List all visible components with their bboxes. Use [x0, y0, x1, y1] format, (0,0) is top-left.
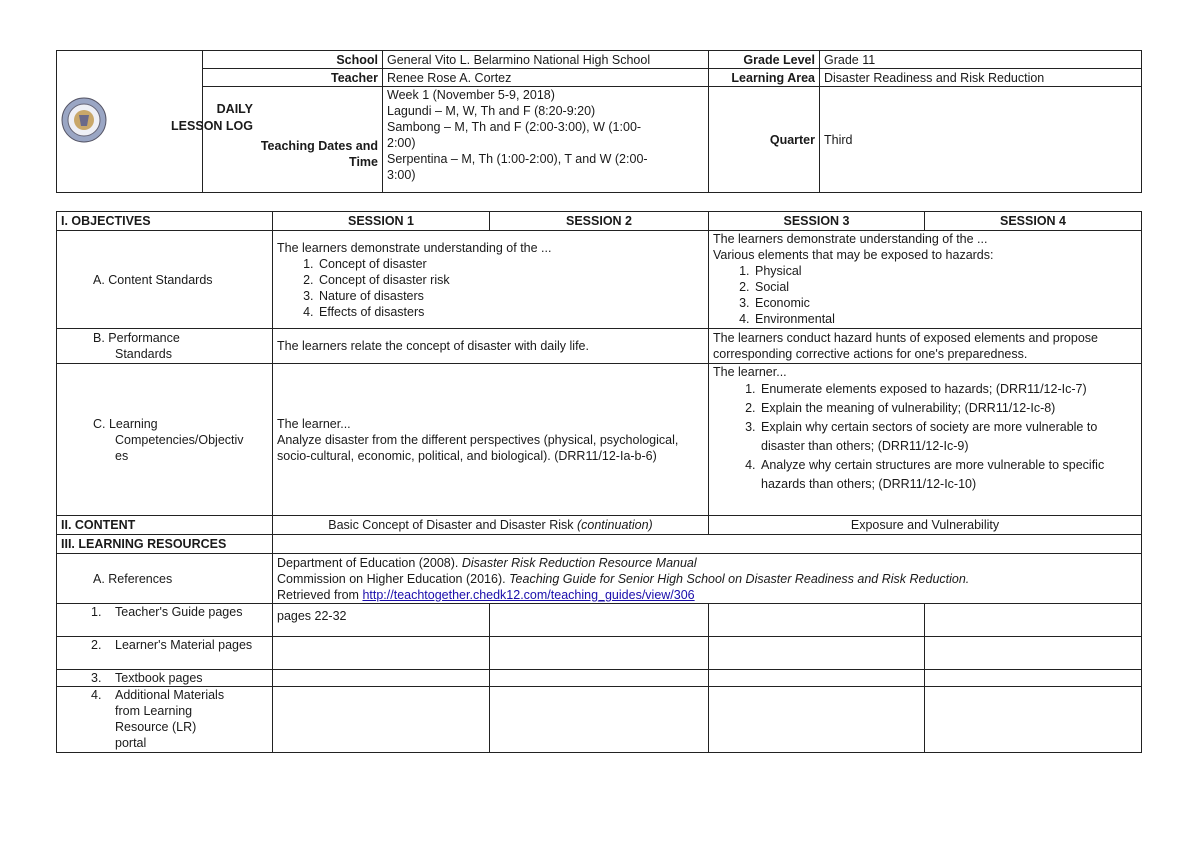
- session-3-header: SESSION 3: [709, 212, 925, 231]
- list-item: 2. Social: [753, 279, 1137, 295]
- content-row: [57, 516, 1142, 535]
- learning-resources-label: III. LEARNING RESOURCES: [57, 535, 273, 554]
- learners-material-label: 2. Learner's Material pages: [57, 637, 273, 670]
- additional-materials-s2: [490, 687, 709, 753]
- learning-area-label: Learning Area: [709, 69, 820, 87]
- content-s1-s2: Basic Concept of Disaster and Disaster Risk (continuation): [273, 516, 709, 535]
- learners-material-s2: [490, 637, 709, 670]
- learning-resources-cell: [273, 535, 1142, 554]
- logo-cell: [57, 51, 253, 193]
- competencies-s1-s2: The learner... Analyze disaster from the different perspectives (physical, psychological, socio-cultural, economic, political, and biological). (DRR11/12-Ia-b-6): [273, 364, 709, 516]
- session-2-header: SESSION 2: [490, 212, 709, 231]
- list-item: 4. Analyze why certain structures are more vulnerable to specific hazards than others; (DRR11/12-Ic-10): [759, 456, 1137, 494]
- grade-level-value: Grade 11: [820, 51, 1142, 69]
- content-s3-s4: Exposure and Vulnerability: [709, 516, 1142, 535]
- additional-materials-s3: [709, 687, 925, 753]
- teachers-guide-s2: [490, 604, 709, 637]
- references-row: [57, 554, 1142, 604]
- additional-materials-label: 4. Additional Materials from Learning Resource (LR) portal: [57, 687, 273, 753]
- list-item: 4. Environmental: [753, 311, 1137, 327]
- teachers-guide-s3: [709, 604, 925, 637]
- teachers-guide-label: 1. Teacher's Guide pages: [57, 604, 273, 637]
- daily-lesson-log-title: DAILY LESSON LOG: [171, 102, 253, 133]
- references-cell: [273, 554, 1142, 604]
- list-item: 2. Explain the meaning of vulnerability; (DRR11/12-Ic-8): [759, 399, 1137, 418]
- reference-ched: Commission on Higher Education (2016). Teaching Guide for Senior High School on Disaster Readiness and Risk Reduction.: [277, 571, 970, 586]
- textbook-pages-s2: [490, 670, 709, 687]
- table-row: [57, 670, 1142, 687]
- performance-standards-s1-s2: The learners relate the concept of disaster with daily life.: [273, 329, 709, 364]
- school-label: School: [203, 51, 383, 69]
- additional-materials-s1: [273, 687, 490, 753]
- list-item: 3. Explain why certain sectors of society are more vulnerable to disaster than others; (DRR11/12-Ic-9): [759, 418, 1137, 456]
- session-1-header: SESSION 1: [273, 212, 490, 231]
- content-standards-row: [57, 231, 1142, 329]
- list-item: 4. Effects of disasters: [317, 304, 704, 320]
- teachers-guide-s1: pages 22-32: [273, 604, 490, 637]
- quarter-value: Third: [820, 87, 1142, 193]
- competencies-row: [57, 364, 1142, 516]
- objectives-label: I. OBJECTIVES: [57, 212, 273, 231]
- performance-standards-label: B. Performance Standards: [57, 329, 273, 364]
- teachers-guide-s4: [925, 604, 1142, 637]
- table-row: [57, 604, 1142, 637]
- grade-level-label: Grade Level: [709, 51, 820, 69]
- objectives-header-row: [57, 212, 1142, 231]
- list-item: 1. Physical: [753, 263, 1137, 279]
- competencies-label: C. Learning Competencies/Objectiv es: [57, 364, 273, 516]
- teacher-value: Renee Rose A. Cortez: [383, 69, 709, 87]
- references-label: A. References: [57, 554, 273, 604]
- learners-material-s3: [709, 637, 925, 670]
- content-standards-s3-s4: The learners demonstrate understanding of the ... Various elements that may be exposed to hazards: 1. Physical 2. Social 3. Economic 4. Environmental: [709, 231, 1142, 329]
- additional-materials-s4: [925, 687, 1142, 753]
- learners-material-s1: [273, 637, 490, 670]
- table-row: [57, 687, 1142, 753]
- textbook-pages-s4: [925, 670, 1142, 687]
- performance-standards-row: [57, 329, 1142, 364]
- list-item: 1. Concept of disaster: [317, 256, 704, 272]
- learning-area-value: Disaster Readiness and Risk Reduction: [820, 69, 1142, 87]
- content-label: II. CONTENT: [57, 516, 273, 535]
- list-item: 2. Concept of disaster risk: [317, 272, 704, 288]
- textbook-pages-label: 3. Textbook pages: [57, 670, 273, 687]
- teacher-label: Teacher: [203, 69, 383, 87]
- content-standards-s1-s2: The learners demonstrate understanding of the ... 1. Concept of disaster 2. Concept of disaster risk 3. Nature of disasters 4. Effects of disasters: [273, 231, 709, 329]
- learners-material-s4: [925, 637, 1142, 670]
- session-4-header: SESSION 4: [925, 212, 1142, 231]
- quarter-label: Quarter: [709, 87, 820, 193]
- header-table: [56, 50, 1142, 193]
- teaching-dates-label: Teaching Dates and Time: [203, 87, 383, 193]
- learning-resources-row: [57, 535, 1142, 554]
- teaching-guide-link[interactable]: http://teachtogether.chedk12.com/teaching_guides/view/306: [362, 587, 695, 602]
- content-standards-label: A. Content Standards: [57, 231, 273, 329]
- reference-deped: Department of Education (2008). Disaster Risk Reduction Resource Manual: [277, 555, 697, 570]
- textbook-pages-s1: [273, 670, 490, 687]
- school-value: General Vito L. Belarmino National High School: [383, 51, 709, 69]
- reference-link-line: Retrieved from http://teachtogether.chedk12.com/teaching_guides/view/306: [277, 587, 695, 602]
- performance-standards-s3-s4: The learners conduct hazard hunts of exposed elements and propose corresponding corrective actions for one's preparedness.: [709, 329, 1142, 364]
- competencies-s3-s4: The learner... 1. Enumerate elements exposed to hazards; (DRR11/12-Ic-7) 2. Explain the meaning of vulnerability; (DRR11/12-Ic-8) 3. Explain why certain sectors of society are more vulnerable to disaster than others; (DRR11/12-Ic-9) 4. Analyze why certain structures are more vulnerable to specific hazards than others; (DRR11/12-Ic-10): [709, 364, 1142, 516]
- teaching-dates-value: Week 1 (November 5-9, 2018) Lagundi – M, W, Th and F (8:20-9:20) Sambong – M, Th and F (2:00-3:00), W (1:00- 2:00) Serpentina – M, Th (1:00-2:00), T and W (2:00- 3:00): [383, 87, 709, 193]
- list-item: 1. Enumerate elements exposed to hazards; (DRR11/12-Ic-7): [759, 380, 1137, 399]
- textbook-pages-s3: [709, 670, 925, 687]
- table-row: [57, 637, 1142, 670]
- lesson-log-table: [56, 211, 1142, 753]
- list-item: 3. Nature of disasters: [317, 288, 704, 304]
- list-item: 3. Economic: [753, 295, 1137, 311]
